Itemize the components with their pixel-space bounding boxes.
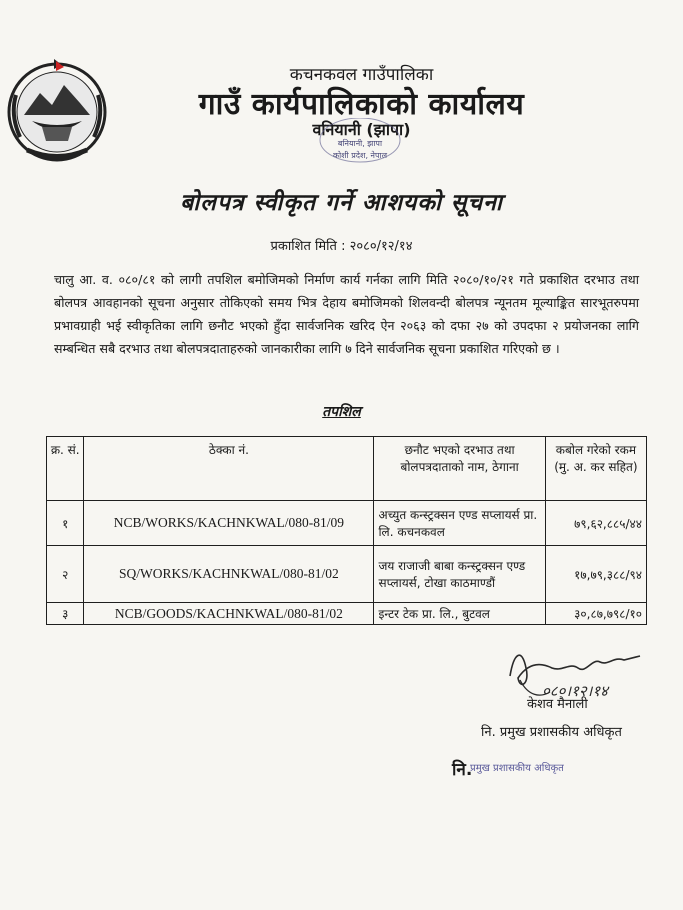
table-header-row xyxy=(47,437,647,501)
notice-body: चालु आ. व. ०८०/८१ को लागी तपशिल बमोजिमको निर्माण कार्य गर्नका लागि मिति २०८०/१०/२१ गते प्रकाशित दरभाउ तथा बोलपत्र आवहानको सूचना अनुसार तोकिएको समय भित्र देहाय बमोजिमको शिलवन्दी बोलपत्र न्यूनतम मूल्याङ्कित सारभूतरुपमा प्रभावग्राही भई स्वीकृतिका लागि छनौट भएको हुँदा सार्वजनिक खरिद ऐन २०६३ को दफा २७ को उपदफा २ प्रयोजनका लागि सम्बन्धित सबै दरभाउ तथा बोलपत्रदाताहरुको जानकारीका लागि ७ दिने सार्वजनिक सूचना प्रकाशित गरिएको छ । xyxy=(54,272,639,356)
table-row xyxy=(47,501,647,546)
published-date: २०८०/१२/१४ xyxy=(349,239,413,254)
municipality-name: कचनकवल गाउँपालिका xyxy=(289,65,434,85)
office-address: वनियानी (झापा) xyxy=(312,120,411,139)
signer-title: नि. प्रमुख प्रशासकीय अधिकृत xyxy=(481,725,622,740)
office-title: गाउँ कार्यपालिकाको कार्यालय xyxy=(198,87,525,122)
published-label: प्रकाशित मिति xyxy=(270,239,337,254)
row-bidder: इन्टर टेक प्रा. लि., बुटवल xyxy=(374,603,545,625)
row-amount: ७९,६२,८८५/४४ xyxy=(545,501,646,546)
header-contract-no: ठेक्का नं. xyxy=(84,437,374,501)
office-stamp xyxy=(300,118,420,166)
published-separator: : xyxy=(341,239,350,254)
row-contract-no: NCB/WORKS/KACHNKWAL/080-81/09 xyxy=(84,501,374,546)
details-section-title: तपशिल xyxy=(322,404,361,420)
header-bidder: छनौट भएको दरभाउ तथा बोलपत्रदाताको नाम, ठेगाना xyxy=(374,437,545,501)
designation-seal: प्रमुख प्रशासकीय अधिकृत xyxy=(470,763,564,774)
seal-prefix: नि. xyxy=(452,760,473,780)
row-bidder: अच्युत कन्स्ट्रक्सन एण्ड सप्लायर्स प्रा. लि. कचनकवल xyxy=(374,501,545,546)
header-serial: क्र. सं. xyxy=(47,437,84,501)
row-amount: १७,७९,३८८/९४ xyxy=(545,546,646,603)
header-amount: कबोल गरेको रकम (मु. अ. कर सहित) xyxy=(545,437,646,501)
row-bidder: जय राजाजी बाबा कन्स्ट्रक्सन एण्ड सप्लायर्स, टोखा काठमाण्डौं xyxy=(374,546,545,603)
row-serial: ३ xyxy=(47,603,84,625)
signer-name: केशव मैनाली xyxy=(527,697,588,712)
row-amount: ३०,८७,७९८/१० xyxy=(545,603,646,625)
row-contract-no: SQ/WORKS/KACHNKWAL/080-81/02 xyxy=(84,546,374,603)
row-contract-no: NCB/GOODS/KACHNKWAL/080-81/02 xyxy=(84,603,374,625)
contracts-table xyxy=(46,436,647,625)
stamp-line-2: कोशी प्रदेश, नेपाल xyxy=(332,151,388,160)
row-serial: १ xyxy=(47,501,84,546)
notice-title: बोलपत्र स्वीकृत गर्ने आशयको सूचना xyxy=(180,190,503,216)
stamp-line-1: बनियानी, झापा xyxy=(337,139,383,148)
row-serial: २ xyxy=(47,546,84,603)
published-date-line xyxy=(0,236,683,254)
signature-date: ०८०।१२।१४ xyxy=(542,682,608,700)
table-row xyxy=(47,546,647,603)
table-row xyxy=(47,603,647,625)
